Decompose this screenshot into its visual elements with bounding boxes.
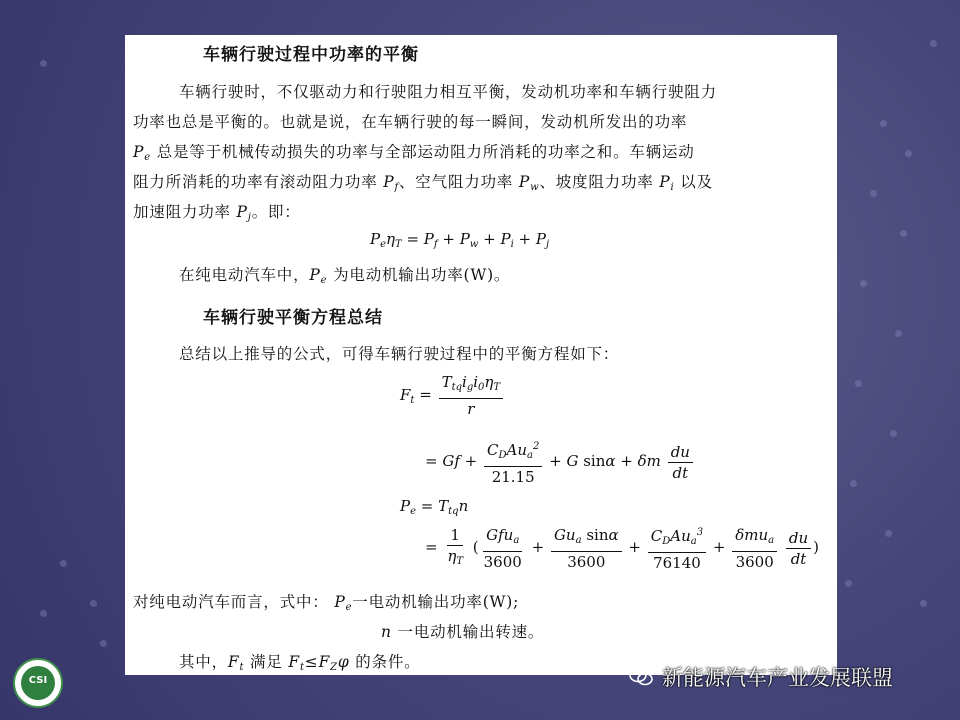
paragraph-line: $P_e$ 总是等于机械传动损失的功率与全部运动阻力所消耗的功率之和。车辆运动 xyxy=(133,143,695,163)
document-page xyxy=(125,35,837,675)
power-expansion-equation: = $\frac{1}{\eta_T}$ ( $\frac{Gfu_a}{3600}$ + $\frac{Gu_a \sin\alpha}{3600}$ + $\frac{C_DAu_a^3}{76140}$ + $\frac{\delta mu_a}{3600}$ $\frac{du}{dt}$ ) xyxy=(425,523,819,573)
paragraph-line: 总结以上推导的公式，可得车辆行驶过程中的平衡方程如下： xyxy=(179,345,620,363)
paragraph-line: 阻力所消耗的功率有滚动阻力功率 $P_f$、空气阻力功率 $P_w$、坡度阻力功率 $P_i$ 以及 xyxy=(133,173,713,193)
paragraph-line: 车辆行驶时，不仅驱动力和行驶阻力相互平衡，发动机功率和车辆行驶阻力 xyxy=(179,83,717,101)
section-heading: 车辆行驶过程中功率的平衡 xyxy=(203,45,419,65)
paragraph-line: n 一电动机输出转速。 xyxy=(381,623,545,641)
watermark-text: 新能源汽车产业发展联盟 xyxy=(662,666,893,690)
resistance-sum-equation: = Gf + $\frac{C_DAu_a^2}{21.15}$ + G sinα + δm $\frac{du}{dt}$ xyxy=(425,437,695,487)
paragraph-line: 功率也总是平衡的。也就是说，在车辆行驶的每一瞬间，发动机所发出的功率 xyxy=(133,113,688,131)
paragraph-line: 对纯电动汽车而言，式中： $P_e$一电动机输出功率(W); xyxy=(133,593,520,613)
watermark xyxy=(628,660,893,694)
emblem-logo: CSI xyxy=(13,658,63,708)
wechat-icon xyxy=(628,664,654,690)
paragraph-line: 加速阻力功率 $P_j$。即： xyxy=(133,203,301,223)
power-balance-equation: $P_e\eta_T = P_f + P_w + P_i + P_j$ xyxy=(370,230,550,250)
paragraph-line: 在纯电动汽车中，$P_e$ 为电动机输出功率(W)。 xyxy=(179,266,511,286)
motor-power-equation: $P_e = T_{tq}n$ xyxy=(400,497,469,517)
section-heading: 车辆行驶平衡方程总结 xyxy=(203,308,383,328)
traction-force-equation: $F_t$ = $\frac{T_{tq}i_gi_0\eta_T}{r}$ xyxy=(400,372,505,419)
paragraph-line: 其中，$F_t$ 满足 $F_t\le F_Z\varphi$ 的条件。 xyxy=(179,653,421,673)
